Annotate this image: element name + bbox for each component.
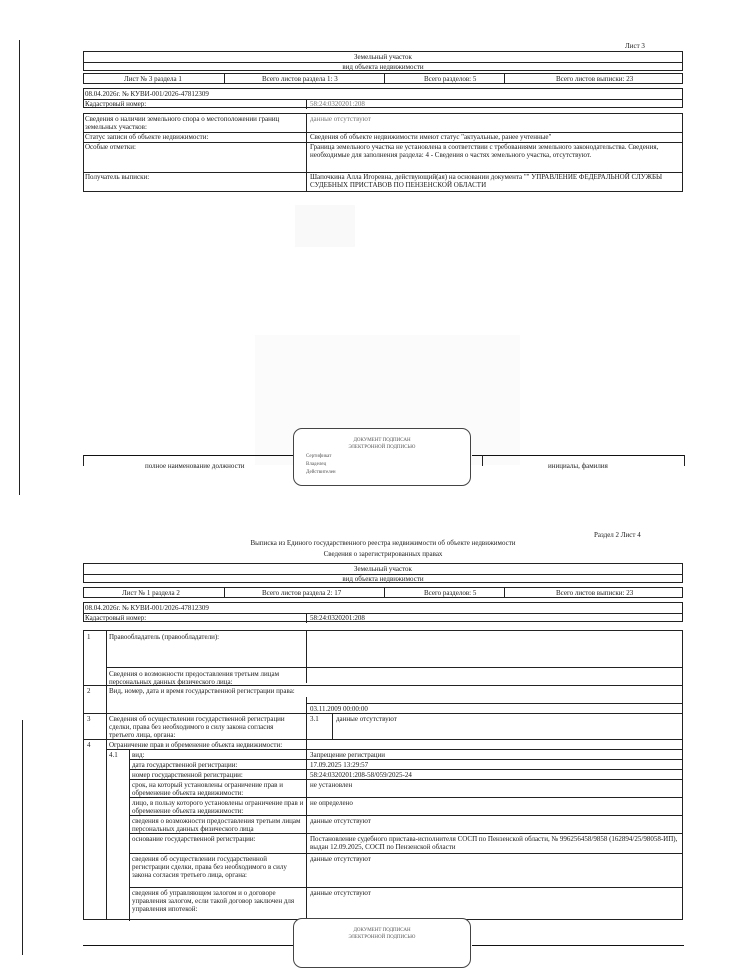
object-type-caption: вид объекта недвижимости — [342, 575, 424, 583]
scan-artifact — [295, 205, 355, 247]
doc-date-number: 08.04.2026г. № КУВИ-001/2026-47812309 — [85, 90, 209, 98]
item3-number: 3 — [87, 715, 91, 723]
term-value: не установлен — [310, 781, 353, 789]
stamp-line: Действителен — [306, 470, 336, 475]
personal-data-value: данные отсутствуют — [310, 817, 371, 825]
restriction-kind-label: вид: — [132, 751, 145, 759]
transaction-consent-label: сведения об осуществлении государственной регистрации сделки, права без необходимого в силу закона согласия третьего лица, органа: — [132, 855, 287, 879]
signature-line-left — [83, 455, 293, 456]
sheet-info-row — [83, 73, 683, 84]
pledge-manager-label: сведения об управляющем залогом и о договоре управления залогом, если такой договор заключен для управления ипотекой: — [132, 889, 295, 913]
bottom-signature-line-right — [472, 945, 684, 946]
stamp-line: ЭЛЕКТРОННОЙ ПОДПИСЬЮ — [348, 935, 416, 940]
sheet3-info-table — [83, 113, 683, 192]
row-notes-value: Граница земельного участка не установлена в соответствии с требованиями земельного законодательства. Сведения, необходимые для заполнения раздела: 4 - Сведения о частях земельного участка, отсутствуют. — [310, 143, 659, 159]
object-type: Земельный участок — [354, 53, 412, 61]
item4-number: 4 — [87, 741, 91, 749]
item2-value: 03.11.2009 00:00:00 — [310, 705, 368, 713]
bottom-signature-line-left — [83, 945, 293, 946]
item4-sub-number: 4.1 — [109, 751, 118, 759]
stamp-line: Сертификат — [306, 454, 332, 459]
cadastral-value: 58:24:0320201:208 — [310, 614, 365, 622]
stamp-line: ДОКУМЕНТ ПОДПИСАН — [353, 928, 411, 933]
left-margin-line-bottom — [22, 720, 23, 955]
row-recipient-value: Шапочкина Алла Игоревна, действующий(ая) на основании документа "" УПРАВЛЕНИЕ ФЕДЕРАЛЬНОЙ СЛУЖБЫ СУДЕБНЫХ ПРИСТАВОВ ПО ПЕНЗЕНСКОЙ ОБЛАСТИ — [310, 173, 663, 189]
item3-sub-number: 3.1 — [310, 715, 319, 723]
transaction-consent-value: данные отсутствуют — [310, 855, 371, 863]
item4-label: Ограничение прав и обременение объекта недвижимости: — [109, 741, 283, 749]
doc-number-row — [83, 88, 683, 108]
stamp-line: ЭЛЕКТРОННОЙ ПОДПИСЬЮ — [348, 445, 416, 450]
sheets-in-section: Всего листов раздела 2: 17 — [262, 589, 342, 597]
item2-label: Вид, номер, дата и время государственной регистрации права: — [109, 687, 295, 695]
extract-subtitle: Сведения о зарегистрированных правах — [323, 550, 443, 558]
term-label: срок, на который установлены ограничение прав и обременение объекта недвижимости: — [132, 781, 283, 797]
registration-number-label: номер государственной регистрации: — [132, 771, 243, 779]
beneficiary-value: не определено — [310, 799, 353, 807]
row-dispute-label: Сведения о наличии земельного спора о местоположении границ земельных участков: — [85, 115, 280, 131]
object-type: Земельный участок — [354, 565, 412, 573]
object-type-caption: вид объекта недвижимости — [342, 63, 424, 71]
item1-number: 1 — [87, 633, 91, 641]
sheet-number: Лист № 3 раздела 1 — [124, 75, 182, 83]
extract-title: Выписка из Единого государственного реестра недвижимости об объекте недвижимости — [250, 539, 516, 547]
sections-total: Всего разделов: 5 — [424, 75, 477, 83]
sheet-label: Лист 3 — [625, 42, 645, 50]
initials-caption: инициалы, фамилия — [548, 462, 608, 470]
item3-value: данные отсутствуют — [336, 715, 397, 723]
sections-total: Всего разделов: 5 — [424, 589, 477, 597]
registration-basis-value: Постановление судебного пристава-исполнителя СОСП по Пензенской области, № 996256458/9858 (162894/25/98058-ИП), выдан 12.09.2025, СОСП по Пензенской области — [310, 835, 678, 851]
stamp-line: ДОКУМЕНТ ПОДПИСАН — [353, 438, 411, 443]
left-margin-line-top — [19, 40, 20, 495]
doc-number-row-2 — [83, 602, 683, 622]
position-caption: полное наименование должности — [145, 462, 245, 470]
cadastral-value: 58:24:0320201:208 — [310, 100, 365, 108]
item2-number: 2 — [87, 687, 91, 695]
restriction-kind-value: Запрещение регистрации — [310, 751, 386, 759]
signature-line-right — [472, 455, 684, 456]
cadastral-label: Кадастровый номер: — [85, 614, 147, 622]
item1b-label: Сведения о возможности предоставления третьим лицам персональных данных физического лица: — [109, 670, 280, 686]
row-dispute-value: данные отсутствуют — [310, 115, 371, 123]
registration-number-value: 58:24:0320201:208-58/059/2025-24 — [310, 771, 412, 779]
cadastral-label: Кадастровый номер: — [85, 100, 147, 108]
sheet-number: Лист № 1 раздела 2 — [122, 589, 180, 597]
sheets-total: Всего листов выписки: 23 — [556, 589, 634, 597]
beneficiary-label: лицо, в пользу которого установлены ограничение прав и обременение объекта недвижимости: — [132, 799, 304, 815]
stamp-line: Владелец — [306, 462, 327, 467]
section-sheet-label: Раздел 2 Лист 4 — [594, 531, 641, 539]
sheet-info-row-2 — [83, 587, 683, 598]
pledge-manager-value: данные отсутствуют — [310, 889, 371, 897]
registration-date-label: дата государственной регистрации: — [132, 761, 238, 769]
object-type-box — [83, 51, 683, 71]
object-type-box-2 — [83, 563, 683, 583]
electronic-signature-stamp — [293, 428, 471, 486]
row-notes-label: Особые отметки: — [85, 143, 136, 151]
item3-label: Сведения об осуществлении государственной регистрации сделки, права без необходимого в силу закона согласия третьего лица, органа: — [109, 715, 285, 739]
sheets-in-section: Всего листов раздела 1: 3 — [262, 75, 338, 83]
row-status-label: Статус записи об объекте недвижимости: — [85, 133, 209, 141]
doc-date-number: 08.04.2026г. № КУВИ-001/2026-47812309 — [85, 604, 209, 612]
row-recipient-label: Получатель выписки: — [85, 173, 150, 181]
item1-label: Правообладатель (правообладатели): — [109, 633, 220, 641]
personal-data-label: сведения о возможности предоставления третьим лицам персональных данных физического лица — [132, 817, 301, 833]
sheets-total: Всего листов выписки: 23 — [556, 75, 634, 83]
bottom-signature-stamp — [293, 918, 471, 968]
rights-table — [83, 630, 683, 920]
registration-basis-label: основание государственной регистрации: — [132, 835, 256, 843]
registration-date-value: 17.09.2025 13:29:57 — [310, 761, 369, 769]
row-status-value: Сведения об объекте недвижимости имеют статус "актуальные, ранее учтенные" — [310, 133, 552, 141]
